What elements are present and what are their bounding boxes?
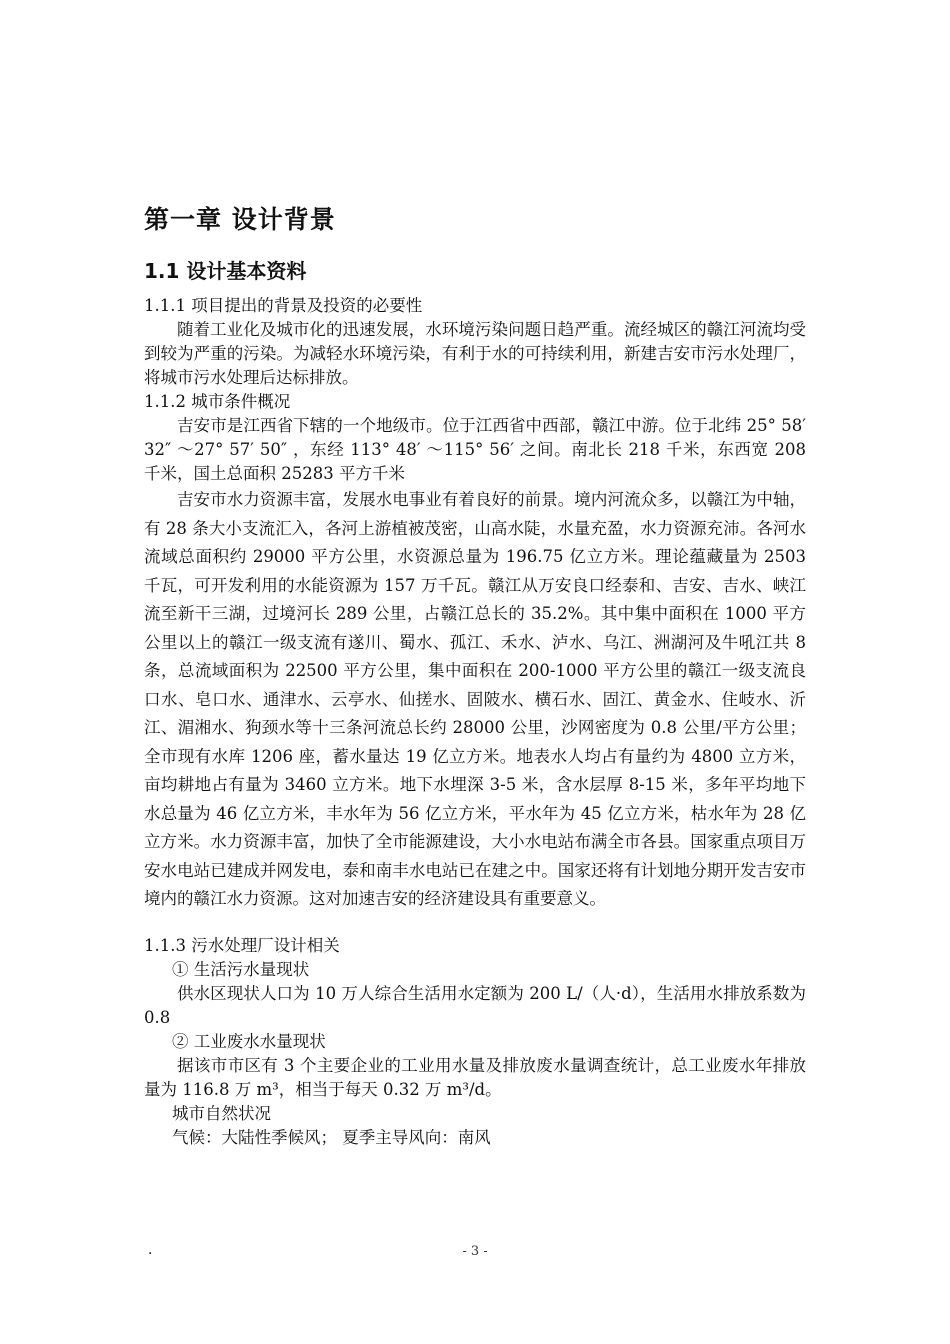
paragraph-water-resources: 吉安市水力资源丰富，发展水电事业有着良好的前景。境内河流众多，以赣江为中轴，有 28 条大小支流汇入，各河上游植被茂密，山高水陡，水量充盈，水力资源充沛。各河水流域总面积约 29000 平方公里，水资源总量为 196.75 亿立方米。理论蕴藏量为 2503 千瓦，可开发利用的水能资源为 157 万千瓦。赣江从万安良口经泰和、吉安、吉水、峡江流至新干三湖，过境河长 289 公里，占赣江总长的 35.2%。其中集中面积在 1000 平方公里以上的赣江一级支流有遂川、蜀水、孤江、禾水、泸水、乌江、洲湖河及牛吼江共 8 条，总流域面积为 22500 平方公里，集中面积在 200-1000 平方公里的赣江一级支流良口水、皂口水、通津水、云亭水、仙搓水、固陂水、横石水、固江、黄金水、住岐水、沂江、湄湘水、狗颈水等十三条河流总长约 28000 公里，沙网密度为 0.8 公里/平方公里；全市现有水库 1206 座，蓄水量达 19 亿立方米。地表水人均占有量约为 4800 立方米，亩均耕地占有量为 3460 立方米。地下水埋深 3-5 米，含水层厚 8-15 米，多年平均地下水总量为 46 亿立方米，丰水年为 56 亿立方米，平水年为 45 亿立方米，枯水年为 28 亿立方米。水力资源丰富，加快了全市能源建设，大小水电站布满全市各县。国家重点项目万安水电站已建成并网发电，泰和南丰水电站已在建之中。国家还将有计划地分期开发吉安市境内的赣江水力资源。这对加速吉安的经济建设具有重要意义。 xyxy=(144,490,806,908)
list-item-natural-conditions: 城市自然状况 xyxy=(172,1103,271,1123)
paragraph-domestic-sewage: 供水区现状人口为 10 万人综合生活用水定额为 200 L/（人·d），生活用水排放系数为 0.8 xyxy=(144,983,806,1027)
list-item-domestic-sewage: ① 生活污水量现状 xyxy=(172,959,310,979)
subsection-heading-1-1-3: 1.1.3 污水处理厂设计相关 xyxy=(144,935,340,955)
paragraph-background: 随着工业化及城市化的迅速发展，水环境污染问题日趋严重。流经城区的赣江河流均受到较为严重的污染。为减轻水环境污染，有利于水的可持续利用，新建吉安市污水处理厂，将城市污水处理后达标排放。 xyxy=(144,320,806,387)
chapter-title: 第一章 设计背景 xyxy=(144,205,336,234)
paragraph-industrial-wastewater: 据该市市区有 3 个主要企业的工业用水量及排放废水量调查统计，总工业废水年排放量为 116.8 万 m³，相当于每天 0.32 万 m³/d。 xyxy=(144,1055,806,1099)
footer-dot: · xyxy=(148,1246,153,1262)
subsection-heading-1-1-1: 1.1.1 项目提出的背景及投资的必要性 xyxy=(144,296,423,315)
page-content xyxy=(144,200,806,1150)
list-item-climate: 气候：大陆性季候风； 夏季主导风向：南风 xyxy=(172,1127,491,1147)
page-number: - 3 - xyxy=(462,1244,488,1259)
paragraph-city-location: 吉安市是江西省下辖的一个地级市。位于江西省中西部，赣江中游。位于北纬 25° 58′ 32″ ～27° 57′ 50″ ，东经 113° 48′ ～115° 56′ 之间。南北长 218 千米，东西宽 208 千米，国土总面积 25283 平方千米 xyxy=(144,416,806,483)
section-title: 1.1 设计基本资料 xyxy=(144,259,307,283)
spacer xyxy=(144,914,806,934)
list-item-industrial-wastewater: ② 工业废水水量现状 xyxy=(172,1031,326,1051)
subsection-heading-1-1-2: 1.1.2 城市条件概况 xyxy=(144,392,291,411)
